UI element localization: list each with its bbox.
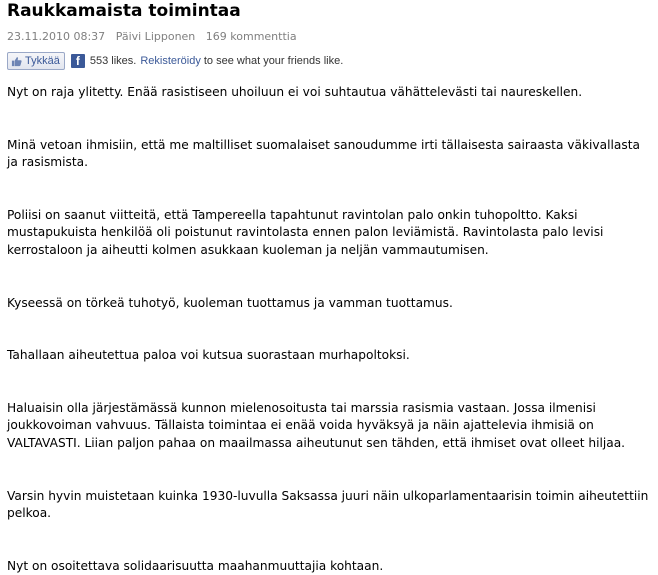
likes-count: 553 likes. [89,55,137,67]
like-button-label: Tykkää [25,55,60,67]
paragraph: Minä vetoan ihmisiin, että me maltilliset suomalaiset sanoudumme irti tällaisesta sairaasta väkivallasta ja rasismista. [7,137,640,170]
register-link[interactable]: Rekisteröidy [140,55,201,67]
article-author[interactable]: Päivi Lipponen [115,30,196,43]
article-meta [7,30,304,43]
paragraph: Tahallaan aiheutettua paloa voi kutsua suorastaan murhapoltoksi. [7,348,410,363]
facebook-logo-icon: f [71,54,85,68]
article-body [7,84,652,575]
like-button[interactable] [7,52,65,70]
paragraph: Nyt on raja ylitetty. Enää rasistiseen uhoiluun ei voi suhtautua vähättelevästi tai naureskellen. [7,85,583,99]
article-date: 23.11.2010 08:37 [7,30,106,43]
facebook-like-bar [7,52,343,70]
register-suffix: to see what your friends like. [203,55,344,67]
paragraph: Varsin hyvin muistetaan kuinka 1930-luvulla Saksassa juuri näin ulkoparlamentaarisin toimin aiheutettiin pelkoa. [7,488,649,521]
paragraph: Kyseessä on törkeä tuhotyö, kuoleman tuottamus ja vamman tuottamus. [7,295,453,310]
article-title: Raukkamaista toimintaa [7,1,241,21]
paragraph: Nyt on osoitettava solidaarisuutta maahanmuuttajia kohtaan. [7,558,384,573]
comments-count[interactable]: 169 kommenttia [205,30,297,43]
thumbs-up-icon [11,56,22,67]
paragraph: Poliisi on saanut viitteitä, että Tampereella tapahtunut ravintolan palo onkin tuhopoltto. Kaksi mustapukuista henkilöä oli poistunut ravintolasta ennen palon leviämistä. Ravintolasta palo levisi kerrostaloon ja aiheutti kolmen asukkaan kuoleman ja neljän vammautumisen. [7,207,604,257]
paragraph: Haluaisin olla järjestämässä kunnon mielenosoitusta tai marssia rasismia vastaan. Jossa ilmenisi joukkovoiman vahvuus. Tällaista toimintaa ei enää voida hyväksyä ja näin ajattelevia ihmisiä on VALTAVASTI. Liian paljon pahaa on maailmassa aiheutunut sen tähden, että ihmiset ovat olleet hiljaa. [7,400,626,450]
